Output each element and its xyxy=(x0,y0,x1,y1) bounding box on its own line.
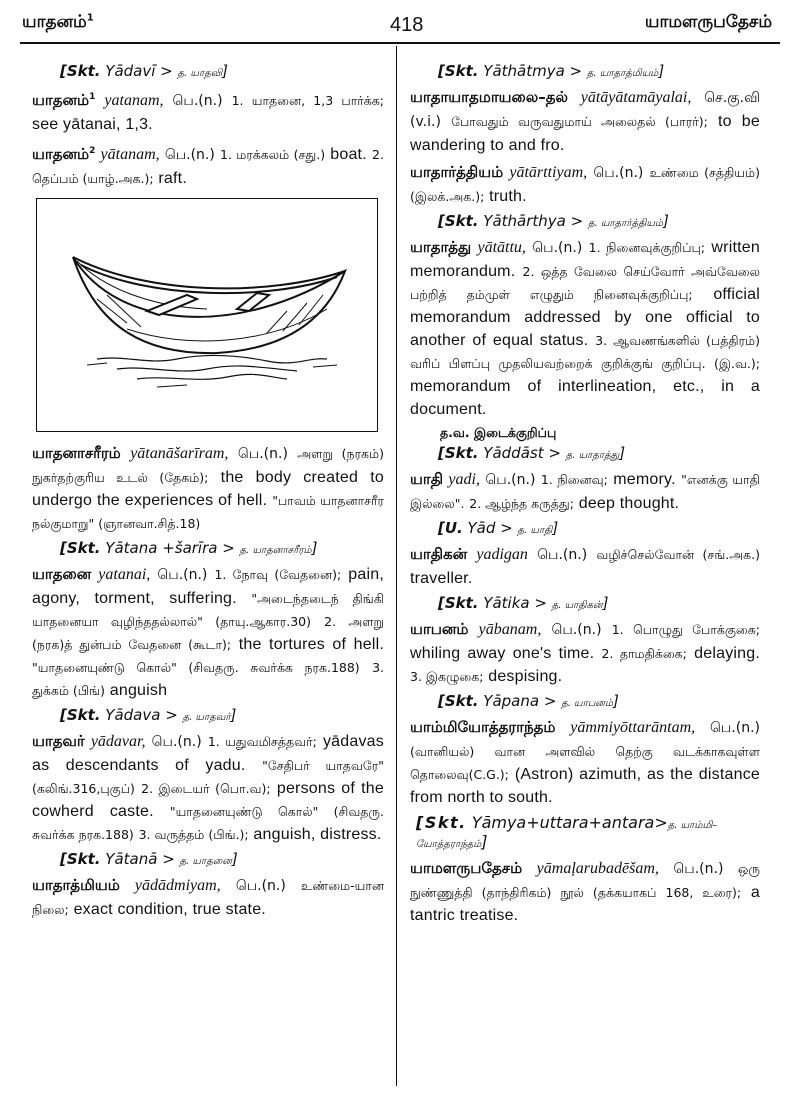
english-definition: anguish xyxy=(109,682,168,699)
tamil-definition: அளறு (நரகம்) நுகர்தற்குரிய உடல் (தேகம்); xyxy=(32,446,384,485)
entry-yammiyottarantam xyxy=(410,716,760,809)
entry-yadigan xyxy=(410,543,760,590)
headword: யாதனை xyxy=(32,565,92,583)
tamil-definition: 3. இகழுகை; xyxy=(410,669,484,684)
header-rule xyxy=(20,42,780,44)
citation: "பாவம் யாதனாசரீர நல்குமாறு" (ஞானவா.சித்.18) xyxy=(32,493,384,531)
right-column xyxy=(410,60,760,931)
english-definition: deep thought. xyxy=(578,495,680,512)
part-of-speech: பெ.(n.) xyxy=(673,861,724,877)
entry-yatarttiyam xyxy=(410,161,760,208)
etymology-line: [Skt. Yāthārthya > த. யாதார்த்தியம்] xyxy=(438,212,669,230)
entry-yatattu xyxy=(410,236,760,421)
entry-yadi xyxy=(410,468,760,515)
headword: யாதவர் xyxy=(32,732,85,750)
headword: யாமளருபதேசம் xyxy=(410,859,523,877)
entry-yamalarubadesam xyxy=(410,857,760,927)
etymology-line: [U. Yād > த. யாதி] xyxy=(438,519,559,537)
english-definition: official memorandum addressed by one official to another of equal status. xyxy=(410,286,760,349)
english-definition: (Astron) azimuth, as the distance from north to south. xyxy=(410,766,760,806)
english-definition: memory. xyxy=(613,471,676,488)
part-of-speech: பெ.(n.) xyxy=(537,547,588,563)
etymology-line: [Skt. Yātika > த. யாதிகன்] xyxy=(438,594,609,612)
etymology-line: [Skt. Yāddāst > த. யாதாத்து] xyxy=(438,444,626,462)
part-of-speech: பெ.(n.) xyxy=(551,622,602,638)
headword: யாதனம்$^1$ xyxy=(32,91,96,109)
headword: யாபனம் xyxy=(410,620,469,638)
boat-illustration xyxy=(36,198,378,432)
tamil-definition: (வானியல்) வான அளவில் தெற்கு வடக்காகவுள்ள தொலைவு(C.G.); xyxy=(410,744,760,782)
english-definition: whiling away one's time. xyxy=(410,645,595,662)
english-definition: despising. xyxy=(488,668,563,685)
column-divider xyxy=(396,46,397,1086)
english-definition: persons of the cowherd caste. xyxy=(32,780,384,820)
citation: "எனக்கு யாதி இல்லை". xyxy=(410,472,760,511)
headword: யாதிகன் xyxy=(410,545,468,563)
transliteration: yādādmiyam, xyxy=(134,877,221,894)
tamil-definition: 3. துக்கம் (பிங்) xyxy=(32,660,384,698)
transliteration: yātanāšarīram, xyxy=(130,445,229,462)
entry-yatanam-2 xyxy=(32,140,384,190)
transliteration: yātāttu, xyxy=(477,239,526,256)
page-number: 418 xyxy=(390,14,424,36)
entry-yatanasariram xyxy=(32,442,384,535)
transliteration: yātanam, xyxy=(100,146,160,163)
transliteration: yadi, xyxy=(448,471,480,488)
tamil-definition: 3. ஆவணங்களில் (பத்திரம்) வரிப் பிளப்பு முதலியவற்றைக் குறிக்குங் குறிப்பு. (இ.வ.); xyxy=(410,333,760,371)
transliteration: yadigan xyxy=(476,546,528,563)
etymology-line: [Skt. Yādava > த. யாதவர்] xyxy=(60,706,237,724)
headword: யாதார்த்தியம் xyxy=(410,163,504,181)
english-definition: anguish, distress. xyxy=(253,826,382,843)
transliteration: yādavar, xyxy=(90,733,146,750)
english-definition: the body created to undergo the experiences of hell. xyxy=(32,469,384,509)
english-definition: memorandum of interlineation, etc., in a document. xyxy=(410,378,760,418)
page-header xyxy=(22,6,772,40)
english-definition: boat. xyxy=(330,146,367,163)
tamil-definition: 1. பொழுது போக்குகை; xyxy=(611,622,760,637)
english-definition: delaying. xyxy=(694,645,760,662)
etymology-line: [Skt. Yāthātmya > த. யாதாத்மியம்] xyxy=(438,62,665,80)
transliteration: yatanai, xyxy=(98,566,151,583)
boat-icon xyxy=(37,199,377,431)
english-definition: yādavas as descendants of yadu. xyxy=(32,733,384,774)
citation: "அடைந்தடைந் திங்கி யாதனையா வுழிந்ததல்லால்" (தாயு.ஆகார.30) xyxy=(32,591,384,629)
tamil-definition: 3. வருத்தம் (பிங்.); xyxy=(138,827,249,842)
tamil-definition: வழிச்செல்வோன் (சங்.அக.) xyxy=(596,547,760,562)
headword: யாதனம்$^2$ xyxy=(32,145,96,163)
citation: "யாதனையுண்டு கொல்" (சிவதரு. சுவர்க்க நரக.188) xyxy=(32,804,384,842)
english-definition: a tantric treatise. xyxy=(410,884,760,924)
tamil-definition: 2. இடையர் (பொ.வ); xyxy=(141,781,271,796)
tamil-definition: 1. மரக்கலம் (சது.) xyxy=(220,147,326,162)
transliteration: yātārttiyam, xyxy=(509,164,588,181)
part-of-speech: பெ.(n.) xyxy=(157,567,208,583)
headword: யாதாத்மியம் xyxy=(32,876,120,894)
tamil-definition: 2. தாமதிக்கை; xyxy=(601,646,687,661)
tamil-definition: 2. ஆழ்ந்த கருத்து; xyxy=(469,496,574,511)
entry-yatanai xyxy=(32,563,384,702)
etymology-line: [Skt. Yātanā > த. யாதனை] xyxy=(60,850,238,868)
part-of-speech: பெ.(n.) xyxy=(485,472,536,488)
citation: "சேதிபர் யாதவரே" (கலிங்.316,புகுப்) xyxy=(32,758,384,796)
tamil-equivalent-note: த.வ. இடைக்குறிப்பு xyxy=(440,425,557,440)
part-of-speech: பெ.(n.) xyxy=(164,147,215,163)
tamil-definition: 1. நினைவு; xyxy=(540,472,608,487)
tamil-definition: போவதும் வருவதுமாய் அலைதல் (பாரர்); xyxy=(451,114,708,129)
english-definition: exact condition, true state. xyxy=(73,901,266,918)
part-of-speech: பெ.(n.) xyxy=(532,240,583,256)
part-of-speech: பெ.(n.) xyxy=(151,734,202,750)
part-of-speech: பெ.(n.) xyxy=(235,878,286,894)
citation: "யாதனையுண்டு கொல்" (சிவதரு. சுவர்க்க நரக.188) xyxy=(32,660,360,675)
header-left-guideword: யாதனம்$^1$ xyxy=(22,12,94,32)
tamil-definition: உண்மை (சத்தியம்) (இலக்.அக.); xyxy=(410,165,760,204)
headword: யாதனாசரீரம் xyxy=(32,444,121,462)
transliteration: yatanam, xyxy=(104,92,164,109)
transliteration: yāmmiyōttarāntam, xyxy=(570,719,696,736)
transliteration: yābanam, xyxy=(478,621,542,638)
header-right-guideword: யாமளருபதேசம் xyxy=(644,12,772,32)
english-definition: truth. xyxy=(489,188,527,205)
etymology-line: [Skt. Yāmya+uttara+antara>த. யாம்மி–யோத்தராந்தம்] xyxy=(416,813,718,851)
tamil-definition: 2. அளறு (நரக)த் துன்பம் வேதனை (கூடா); xyxy=(32,614,384,652)
entry-yatayatamayalai xyxy=(410,86,760,157)
tamil-definition: 1. யதுவமிசத்தவர்; xyxy=(207,734,317,749)
headword: யாதி xyxy=(410,470,443,488)
tamil-definition: உண்மை-யான நிலை; xyxy=(32,878,384,917)
part-of-speech: பெ.(n.) xyxy=(709,720,760,736)
transliteration: yātāyātamāyalai, xyxy=(580,89,692,106)
part-of-speech: செ.கு.வி (v.i.) xyxy=(410,90,760,130)
etymology-line: [Skt. Yātana +šarīra > த. யாதனாசரீரம்] xyxy=(60,539,318,557)
transliteration: yāmaļarubadēšam, xyxy=(536,860,659,877)
entry-yatanam-1 xyxy=(32,86,384,136)
headword: யாதாத்து xyxy=(410,238,472,256)
tamil-definition: 2. தெப்பம் (யாழ்.அக.); xyxy=(32,147,384,186)
headword: யாதாயாதமாயலை–தல் xyxy=(410,88,568,106)
english-definition: written memorandum. xyxy=(410,239,760,280)
etymology-line: [Skt. Yāpana > த. யாபனம்] xyxy=(438,692,619,710)
tamil-definition: 1. நோவு (வேதனை); xyxy=(214,567,342,582)
etymology-line: [Skt. Yādavī > த. யாதவி] xyxy=(60,62,228,80)
tamil-definition: ஒரு நுண்ணுத்தி (தாந்திரிகம்) நூல் (தக்கயாகப் 168, உரை); xyxy=(410,861,760,900)
tamil-definition: 1. யாதனை, 1,3 பார்க்க; xyxy=(231,93,384,108)
english-definition: traveller. xyxy=(410,570,473,587)
english-definition: raft. xyxy=(158,170,187,187)
tamil-definition: 1. நினைவுக்குறிப்பு; xyxy=(588,240,706,255)
part-of-speech: பெ.(n.) xyxy=(172,93,223,109)
english-definition: to be wandering to and fro. xyxy=(410,113,760,154)
entry-yadavar xyxy=(32,730,384,846)
entry-yadadmiyam xyxy=(32,874,384,921)
entry-yabanam xyxy=(410,618,760,688)
left-column xyxy=(32,60,384,925)
english-definition: see yātanai, 1,3. xyxy=(32,116,153,133)
headword: யாம்மியோத்தராந்தம் xyxy=(410,718,556,736)
english-definition: pain, agony, torment, suffering. xyxy=(32,566,384,607)
part-of-speech: பெ.(n.) xyxy=(237,446,288,462)
english-definition: the tortures of hell. xyxy=(238,636,384,653)
tamil-definition: 2. ஒத்த வேலை செய்வோர் அவ்வேலை பற்றித் தம்முள் எழுதும் நினைவுக்குறிப்பு; xyxy=(410,264,760,302)
part-of-speech: பெ.(n.) xyxy=(593,165,644,181)
